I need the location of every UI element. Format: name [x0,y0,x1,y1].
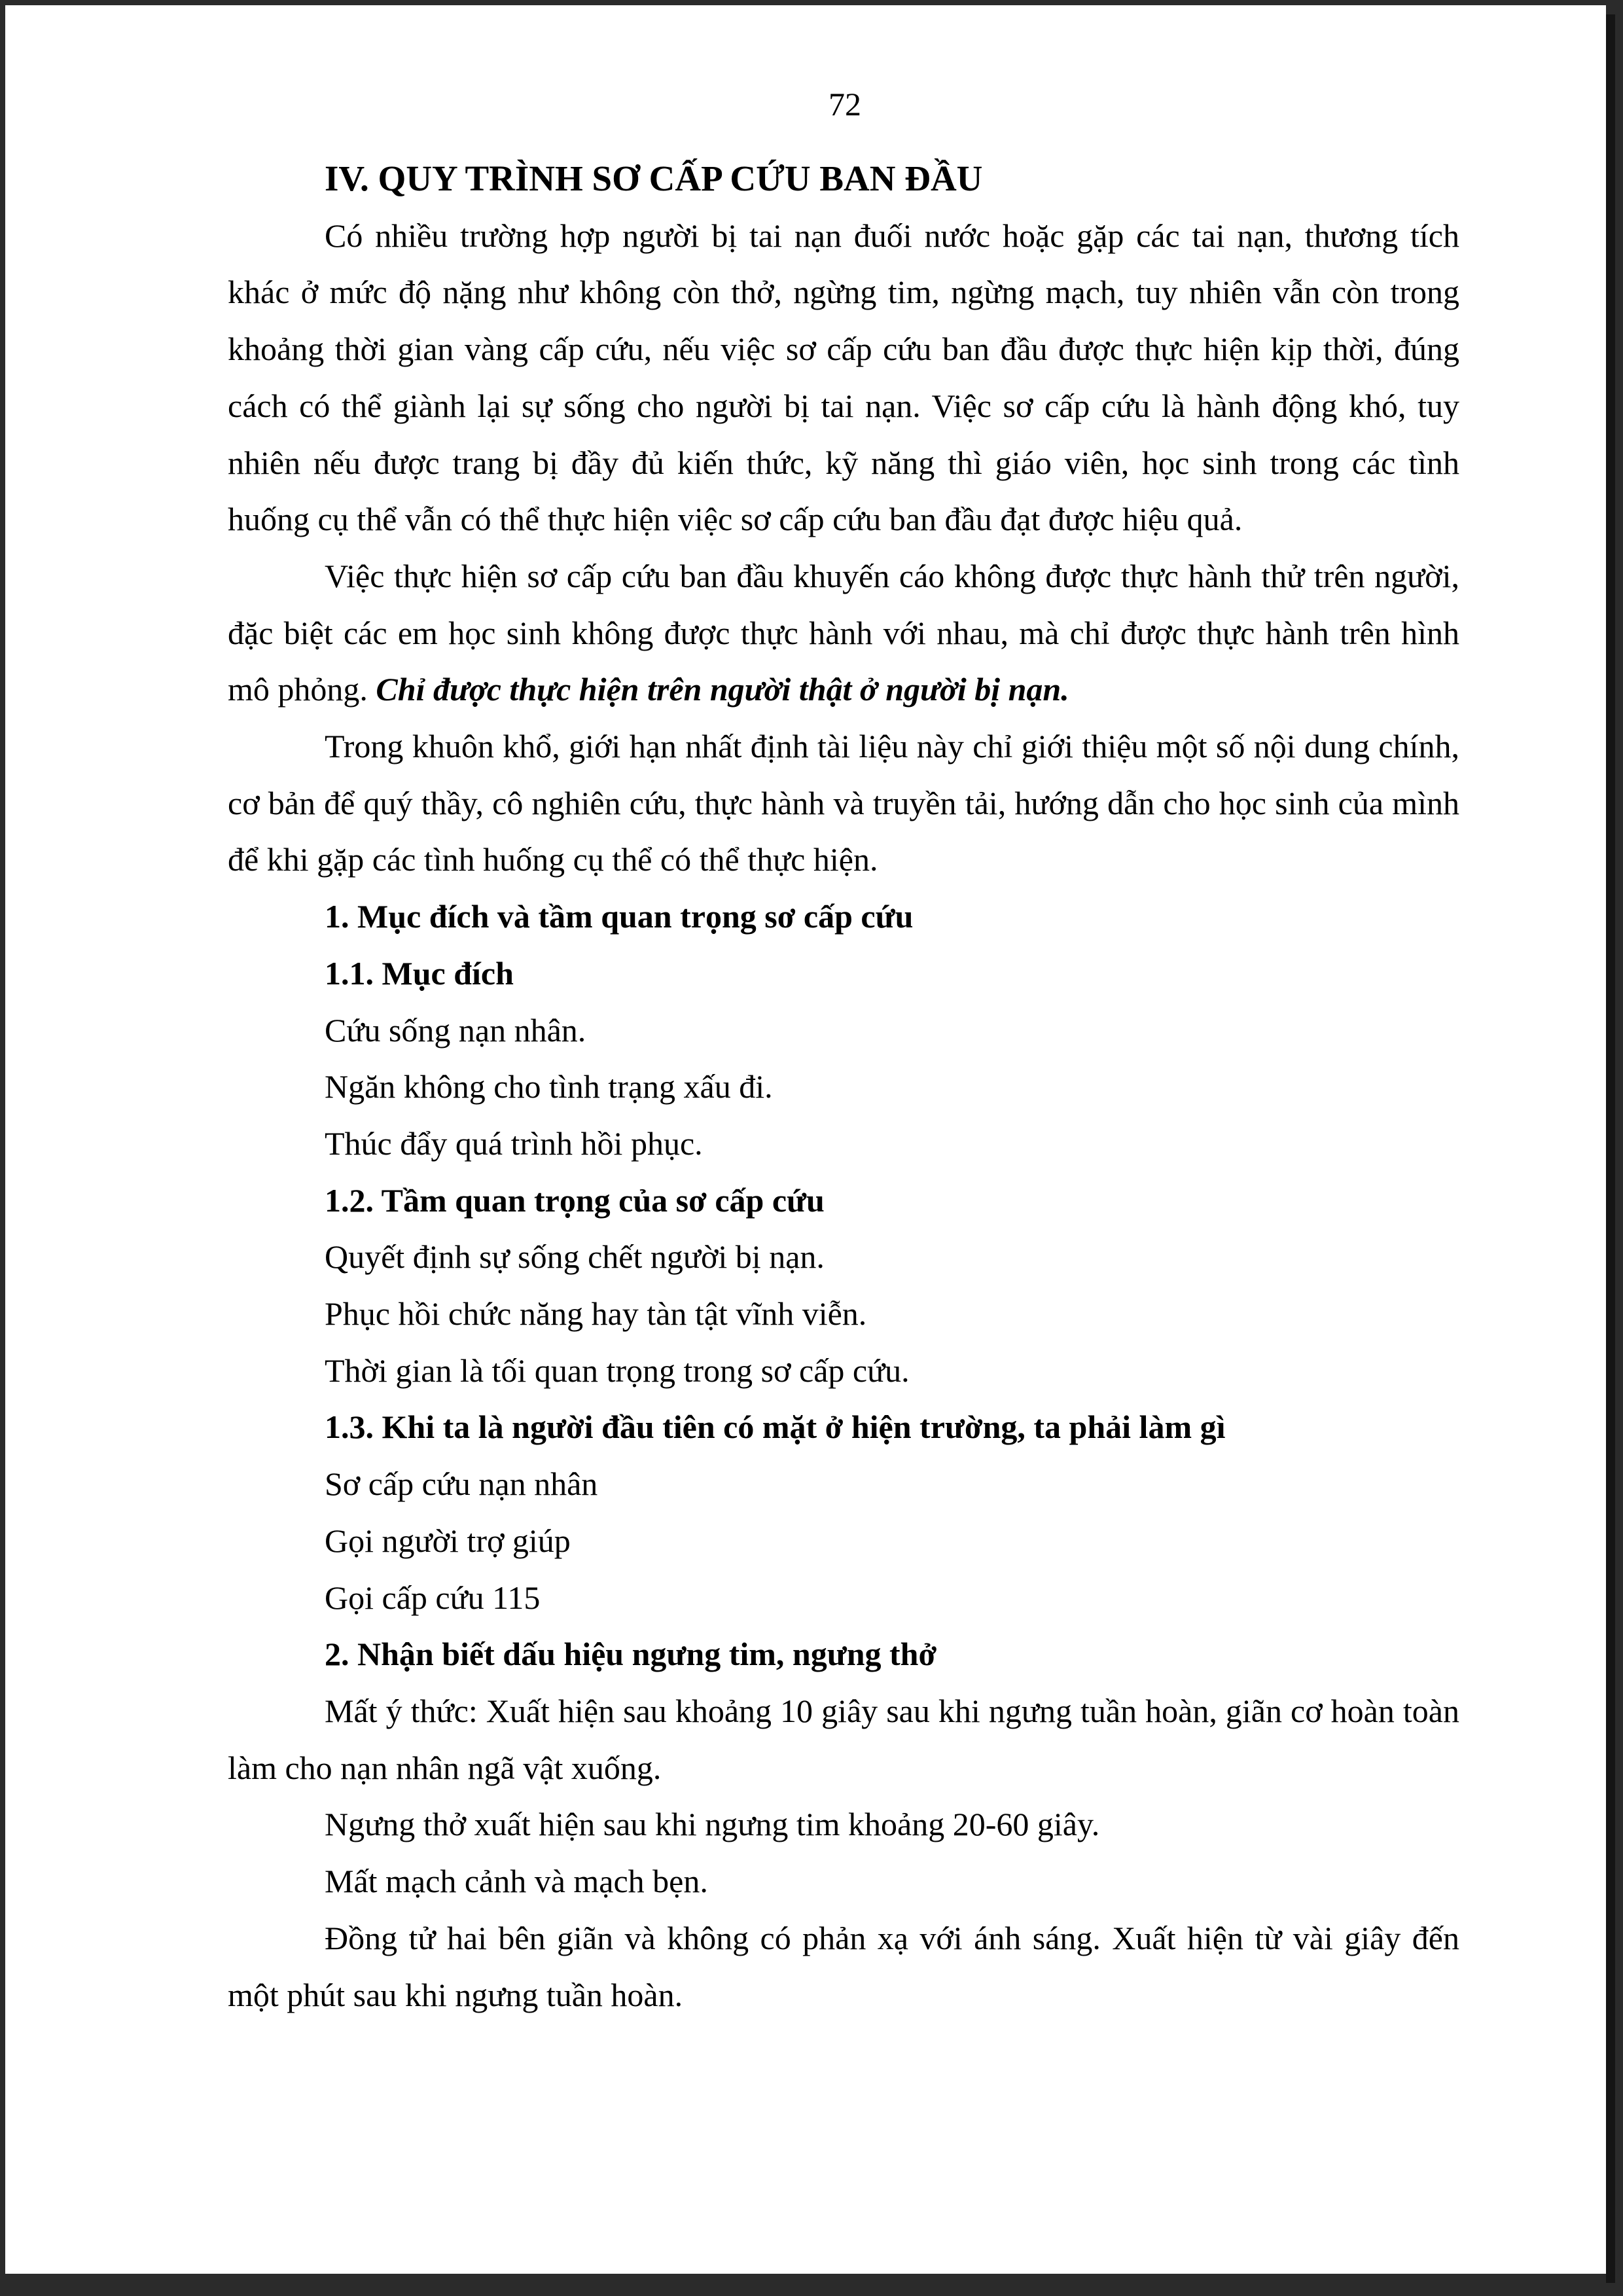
page-shadow [1606,14,1615,2283]
document-page [5,5,1606,2274]
part-2-paragraph-3: Mất mạch cảnh và mạch bẹn. [325,1863,708,1900]
subsection-1-1-title: 1.1. Mục đích [325,954,514,992]
page-content [228,151,1459,2023]
subsection-1-2-title: 1.2. Tầm quan trọng của sơ cấp cứu [325,1181,825,1219]
list-item: Phục hồi chức năng hay tàn tật vĩnh viễn. [325,1295,867,1333]
page-number: 72 [829,86,861,122]
list-item: Quyết định sự sống chết người bị nạn. [325,1238,825,1276]
list-item: Gọi cấp cứu 115 [325,1579,541,1616]
part-2-paragraph-1: Mất ý thức: Xuất hiện sau khoảng 10 giây sau khi ngưng tuần hoàn, giãn cơ hoàn toàn làm cho nạn nhân ngã vật xuống. [228,1692,1459,1786]
intro-paragraph-2-text: Việc thực hiện sơ cấp cứu ban đầu khuyến cáo không được thực hành thử trên người, đặc biệt các em học sinh không được thực hành với nhau, mà chỉ được thực hành trên hình mô phỏng. [228,557,1459,708]
list-item: Cứu sống nạn nhân. [325,1011,586,1049]
list-item: Ngăn không cho tình trạng xấu đi. [325,1068,773,1105]
part-1-title: 1. Mục đích và tầm quan trọng sơ cấp cứu [325,898,914,935]
part-2-title: 2. Nhận biết dấu hiệu ngưng tim, ngưng thở [325,1636,937,1673]
list-item: Thúc đẩy quá trình hồi phục. [325,1124,703,1162]
list-item: Gọi người trợ giúp [325,1522,571,1559]
part-2-paragraph-4: Đồng tử hai bên giãn và không có phản xạ với ánh sáng. Xuất hiện từ vài giây đến một phút sau khi ngưng tuần hoàn. [228,1919,1459,2013]
intro-paragraph-2-emphasis: Chỉ được thực hiện trên người thật ở người bị nạn. [376,671,1069,708]
intro-paragraph-1: Có nhiều trường hợp người bị tai nạn đuối nước hoặc gặp các tai nạn, thương tích khác ở mức độ nặng như không còn thở, ngừng tim, ngừng mạch, tuy nhiên vẫn còn trong khoảng thời gian vàng cấp cứu, nếu việc sơ cấp cứu ban đầu được thực hiện kịp thời, đúng cách có thể giành lại sự sống cho người bị tai nạn. Việc sơ cấp cứu là hành động khó, tuy nhiên nếu được trang bị đầy đủ kiến thức, kỹ năng thì giáo viên, học sinh trong các tình huống cụ thể vẫn có thể thực hiện việc sơ cấp cứu ban đầu đạt được hiệu quả. [228,217,1459,538]
list-item: Sơ cấp cứu nạn nhân [325,1465,598,1503]
intro-paragraph-3: Trong khuôn khổ, giới hạn nhất định tài liệu này chỉ giới thiệu một số nội dung chính, cơ bản để quý thầy, cô nghiên cứu, thực hành và truyền tải, hướng dẫn cho học sinh của mình để khi gặp các tình huống cụ thể có thể thực hiện. [228,728,1459,878]
section-title: IV. QUY TRÌNH SƠ CẤP CỨU BAN ĐẦU [325,158,983,198]
part-2-paragraph-2: Ngưng thở xuất hiện sau khi ngưng tim khoảng 20-60 giây. [325,1806,1100,1843]
subsection-1-3-title: 1.3. Khi ta là người đầu tiên có mặt ở hiện trường, ta phải làm gì [325,1408,1226,1446]
list-item: Thời gian là tối quan trọng trong sơ cấp cứu. [325,1352,910,1389]
intro-paragraph-2 [228,548,1459,718]
